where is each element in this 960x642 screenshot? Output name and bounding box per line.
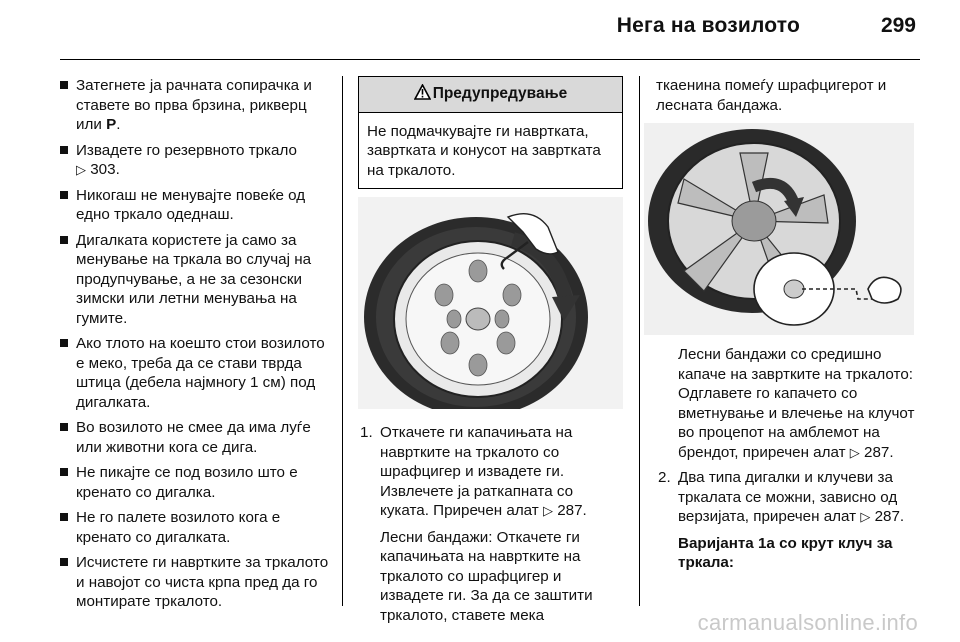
variant-subheading: Варијанта 1а со крут клуч за тркала: <box>678 534 893 571</box>
warning-triangle-icon <box>414 84 431 106</box>
page-reference-icon: ▷ <box>76 162 86 177</box>
page-number: 299 <box>880 14 916 37</box>
list-item: Дигалката користете ја само за менување на тркала во случај на продупчување, а не за сезонски зимски или летни менувања на гумите. <box>60 231 332 329</box>
bullet-icon <box>60 339 68 347</box>
continued-text: ткаенина помеѓу шрафцигерот и лесната бандажа. <box>656 77 887 114</box>
bullet-icon <box>60 468 68 476</box>
page-title: Нега на возилото <box>616 14 800 37</box>
warning-title: Предупредување <box>432 85 568 102</box>
warning-box <box>358 76 623 189</box>
list-item: Во возилото не смее да има луѓе или животни кога се дига. <box>60 418 332 457</box>
bullet-icon <box>60 513 68 521</box>
list-item: Извадете го резервното тркало ▷ 303. <box>60 141 332 180</box>
column-3 <box>656 76 926 580</box>
list-item: Не пикајте се под возило што е кренато со дигалка. <box>60 463 332 502</box>
precautions-list <box>60 76 332 612</box>
list-item: 1. Откачете ги капачињата на навртките на тркалото со шрафцигер и извадете ги. Извлечете ја раткапната со куката. Приречен алат ▷ 287. Лесни бандажи: Откачете ги капачињата на навртките на тркалото со шрафцигер и извадете ги. За да се заштити тркалото, ставете мека <box>360 424 593 624</box>
hubcap-removal-illustration <box>358 197 623 409</box>
page-ref-link[interactable]: 303 <box>90 161 116 178</box>
page-reference-icon: ▷ <box>860 509 871 524</box>
page-ref-link[interactable]: 287 <box>874 508 900 525</box>
bullet-icon <box>60 81 68 89</box>
column-1 <box>60 76 332 618</box>
list-item: Ако тлото на коешто стои возилото е меко, треба да се стави тврда штица (дебела најмногу 1 см) под дигалката. <box>60 334 332 412</box>
list-item: Исчистете ги навртките за тркалото и навојот со чиста крпа пред да го монтирате тркалото. <box>60 553 332 612</box>
header-divider <box>60 59 920 60</box>
watermark: carmanualsonline.info <box>697 610 918 635</box>
steps-list <box>358 423 623 625</box>
warning-text: Не подмачкувајте ги навртката, завртката и конусот на завртката на тркалото. <box>367 122 601 179</box>
bullet-icon <box>60 146 68 154</box>
bullet-icon <box>60 191 68 199</box>
page-reference-icon: ▷ <box>849 444 860 460</box>
bullet-icon <box>60 423 68 431</box>
page-ref-link[interactable]: 287 <box>557 502 583 519</box>
column-2 <box>358 76 623 632</box>
bullet-icon <box>60 558 68 566</box>
list-item: Затегнете ја рачната сопирачка и ставете во прва брзина, рикверц или P. <box>60 76 332 135</box>
alloy-wheel-cap-illustration <box>644 123 914 335</box>
steps-list-continued <box>656 468 926 573</box>
column-divider-1 <box>342 76 343 606</box>
list-item: Никогаш не менувајте повеќе од едно тркало одеднаш. <box>60 186 332 225</box>
column-divider-2 <box>639 76 640 606</box>
list-item: 2. Два типа дигалки и клучеви за тркалата се можни, зависно од верзијата, приречен алат ▷ 287. Варијанта 1а со крут клуч за тркала: <box>656 468 926 573</box>
page-reference-icon: ▷ <box>542 503 553 518</box>
page-ref-link[interactable]: 287 <box>864 443 890 461</box>
bullet-icon <box>60 236 68 244</box>
figure-caption: Лесни бандажи со средишно капаче на завртките на тркалото: Одглавете го капачето со вметнување и влечење на клучот во процепот на амблемот на брендот, приречен алат ▷ 287. <box>678 346 915 461</box>
warning-header <box>359 77 622 113</box>
list-item: Не го палете возилото кога е кренато со дигалката. <box>60 508 332 547</box>
